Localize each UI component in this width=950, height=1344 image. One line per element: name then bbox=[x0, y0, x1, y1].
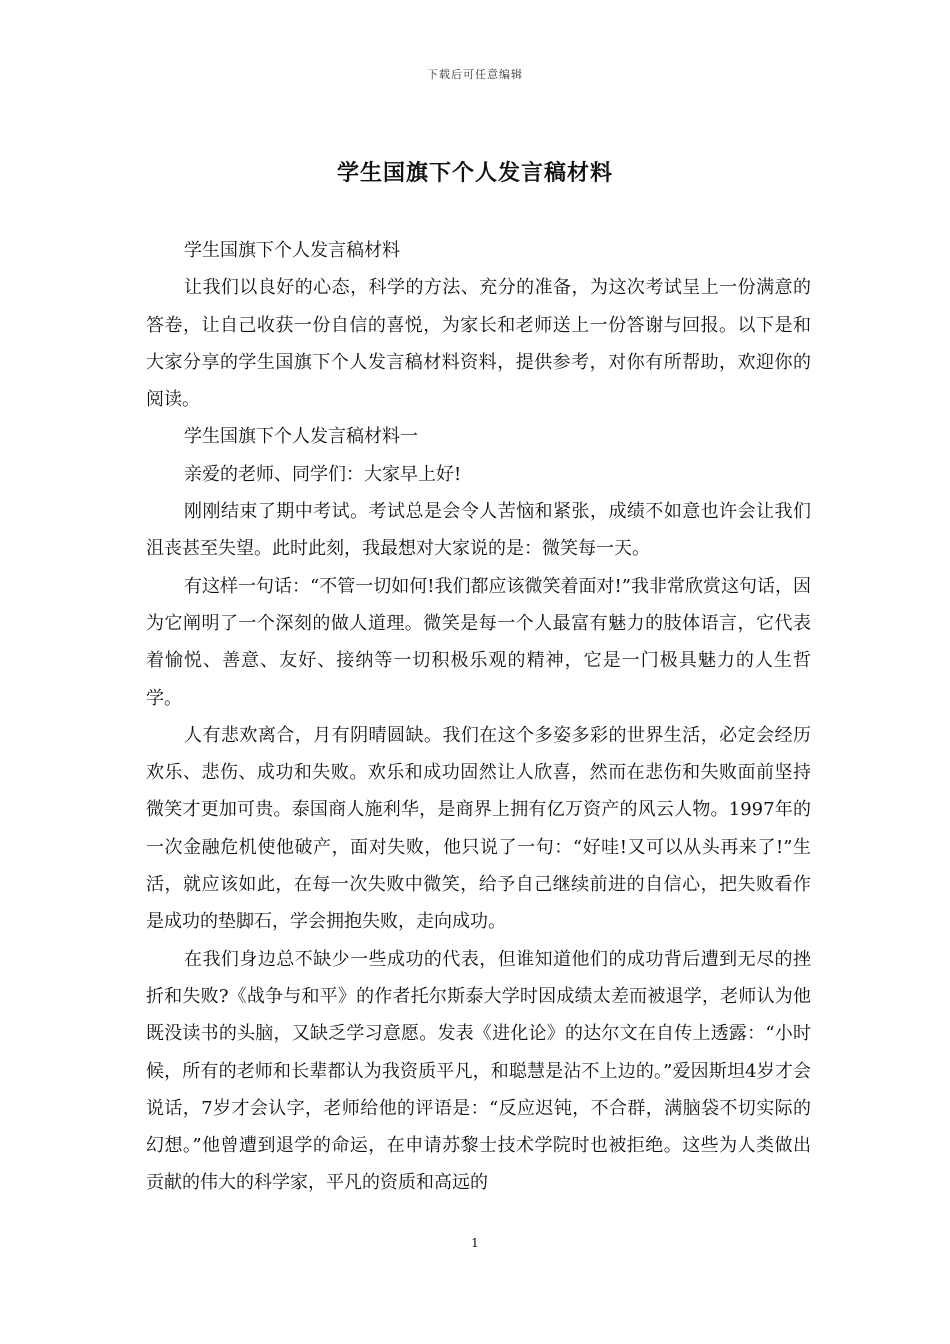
page-number: 1 bbox=[471, 1236, 479, 1250]
paragraph: 学生国旗下个人发言稿材料 bbox=[184, 240, 400, 261]
paragraph: 有这样一句话：“不管一切如何!我们都应该微笑着面对!”我非常欣赏这句话，因为它阐明了一个深刻的做人道理。微笑是每一个人最富有魅力的肢体语言，它代表着愉悦、善意、友好、接纳等一切积极乐观的精神，它是一门极具魅力的人生哲学。 bbox=[146, 575, 811, 709]
paragraph: 刚刚结束了期中考试。考试总是会令人苦恼和紧张，成绩不如意也许会让我们沮丧甚至失望。此时此刻，我最想对大家说的是：微笑每一天。 bbox=[146, 501, 811, 560]
paragraph: 亲爱的老师、同学们：大家早上好! bbox=[184, 463, 462, 485]
document-title: 学生国旗下个人发言稿材料 bbox=[336, 160, 613, 186]
paragraph: 学生国旗下个人发言稿材料一 bbox=[184, 426, 418, 448]
paragraph: 在我们身边总不缺少一些成功的代表，但谁知道他们的成功背后遭到无尽的挫折和失败?《战争与和平》的作者托尔斯泰大学时因成绩太差而被退学，老师认为他既没读书的头脑，又缺乏学习意愿。发表《进化论》的达尔文在自传上透露：“小时候，所有的老师和长辈都认为我资质平凡，和聪慧是沾不上边的。”爱因斯坦4岁才会说话，7岁才会认字，老师给他的评语是：“反应迟钝，不合群，满脑袋不切实际的幻想。”他曾遭到退学的命运，在申请苏黎士技术学院时也被拒绝。这些为人类做出贡献的伟大的科学家，平凡的资质和高远的 bbox=[146, 948, 811, 1194]
page-header: 下载后可任意编辑 bbox=[427, 68, 523, 81]
paragraph: 人有悲欢离合，月有阴晴圆缺。我们在这个多姿多彩的世界生活，必定会经历欢乐、悲伤、成功和失败。欢乐和成功固然让人欣喜，然而在悲伤和失败面前坚持微笑才更加可贵。泰国商人施利华，是商界上拥有亿万资产的风云人物。1997年的一次金融危机使他破产，面对失败，他只说了一句：“好哇!又可以从头再来了!”生活，就应该如此，在每一次失败中微笑，给予自己继续前进的自信心，把失败看作是成功的垫脚石，学会拥抱失败，走向成功。 bbox=[146, 724, 811, 933]
paragraph: 让我们以良好的心态，科学的方法、充分的准备，为这次考试呈上一份满意的答卷，让自己收获一份自信的喜悦，为家长和老师送上一份答谢与回报。以下是和大家分享的学生国旗下个人发言稿材料资料，提供参考，对你有所帮助，欢迎你的阅读。 bbox=[146, 277, 811, 411]
document-body bbox=[146, 232, 811, 1202]
